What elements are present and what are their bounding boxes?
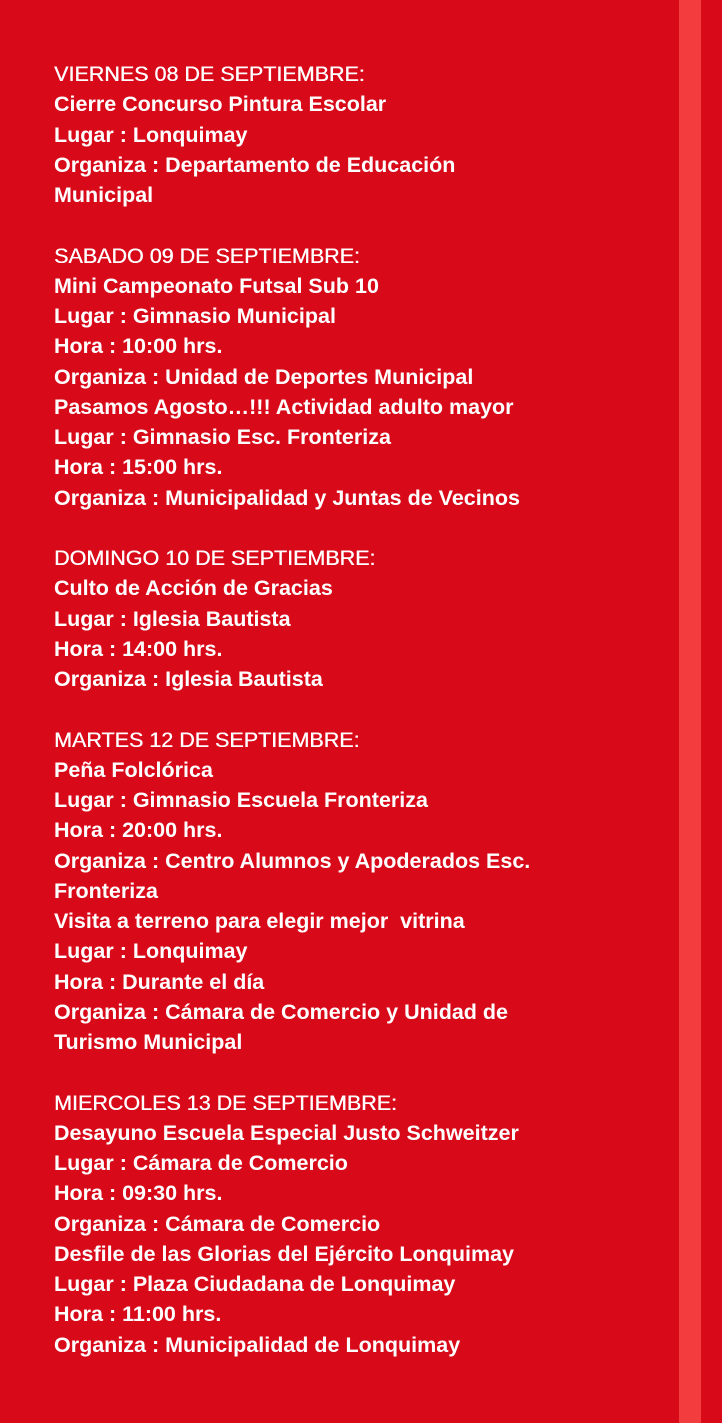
event-line: Hora : 14:00 hrs. <box>54 636 223 661</box>
event-line: Lugar : Gimnasio Escuela Fronteriza <box>54 788 428 812</box>
event-line: Peña Folclórica <box>54 757 213 782</box>
day-heading: VIERNES 08 DE SEPTIEMBRE: <box>54 62 365 86</box>
event-line: Mini Campeonato Futsal Sub 10 <box>54 273 379 298</box>
event-line: Lugar : Lonquimay <box>54 122 248 147</box>
day-section-miercoles <box>54 1088 674 1360</box>
day-section-domingo <box>54 543 674 694</box>
day-heading: MIERCOLES 13 DE SEPTIEMBRE: <box>54 1090 397 1115</box>
day-section-viernes <box>54 59 674 210</box>
event-line: Hora : 10:00 hrs. <box>54 334 223 359</box>
event-schedule <box>54 59 674 1390</box>
day-section-sabado <box>54 241 674 513</box>
event-line: Lugar : Gimnasio Municipal <box>54 304 336 328</box>
event-line: Pasamos Agosto…!!! Actividad adulto mayor <box>54 394 514 419</box>
event-line: Lugar : Cámara de Comercio <box>54 1151 348 1175</box>
event-line: Cierre Concurso Pintura Escolar <box>54 92 387 117</box>
event-line: Organiza : Municipalidad de Lonquimay <box>54 1332 461 1357</box>
event-line: Hora : 11:00 hrs. <box>54 1302 222 1327</box>
event-line: Organiza : Cámara de Comercio y Unidad de <box>54 999 509 1024</box>
day-heading: DOMINGO 10 DE SEPTIEMBRE: <box>54 546 376 570</box>
event-line: Lugar : Plaza Ciudadana de Lonquimay <box>54 1272 456 1296</box>
event-line: Organiza : Unidad de Deportes Municipal <box>54 364 474 389</box>
event-line: Lugar : Gimnasio Esc. Fronteriza <box>54 425 391 449</box>
event-line: Organiza : Municipalidad y Juntas de Vecinos <box>54 485 520 510</box>
side-stripe <box>679 0 701 1423</box>
event-line: Hora : 20:00 hrs. <box>54 818 223 843</box>
event-line: Organiza : Centro Alumnos y Apoderados Esc. <box>54 848 531 873</box>
event-line: Fronteriza <box>54 878 158 903</box>
day-heading: SABADO 09 DE SEPTIEMBRE: <box>54 243 360 268</box>
event-line: Desfile de las Glorias del Ejército Lonquimay <box>54 1241 515 1266</box>
event-line: Organiza : Departamento de Educación <box>54 152 456 177</box>
event-line: Organiza : Cámara de Comercio <box>54 1211 381 1236</box>
event-line: Desayuno Escuela Especial Justo Schweitzer <box>54 1120 519 1145</box>
event-line: Hora : 09:30 hrs. <box>54 1181 223 1206</box>
event-line: Lugar : Iglesia Bautista <box>54 606 291 631</box>
event-line: Municipal <box>54 183 154 207</box>
event-line: Hora : Durante el día <box>54 969 265 994</box>
event-line: Visita a terreno para elegir mejor vitrina <box>54 909 465 933</box>
event-line: Hora : 15:00 hrs. <box>54 455 223 480</box>
event-line: Turismo Municipal <box>54 1030 243 1054</box>
event-line: Culto de Acción de Gracias <box>54 576 333 601</box>
event-line: Organiza : Iglesia Bautista <box>54 667 323 691</box>
event-line: Lugar : Lonquimay <box>54 939 248 964</box>
day-heading: MARTES 12 DE SEPTIEMBRE: <box>54 727 360 752</box>
day-section-martes <box>54 725 674 1058</box>
